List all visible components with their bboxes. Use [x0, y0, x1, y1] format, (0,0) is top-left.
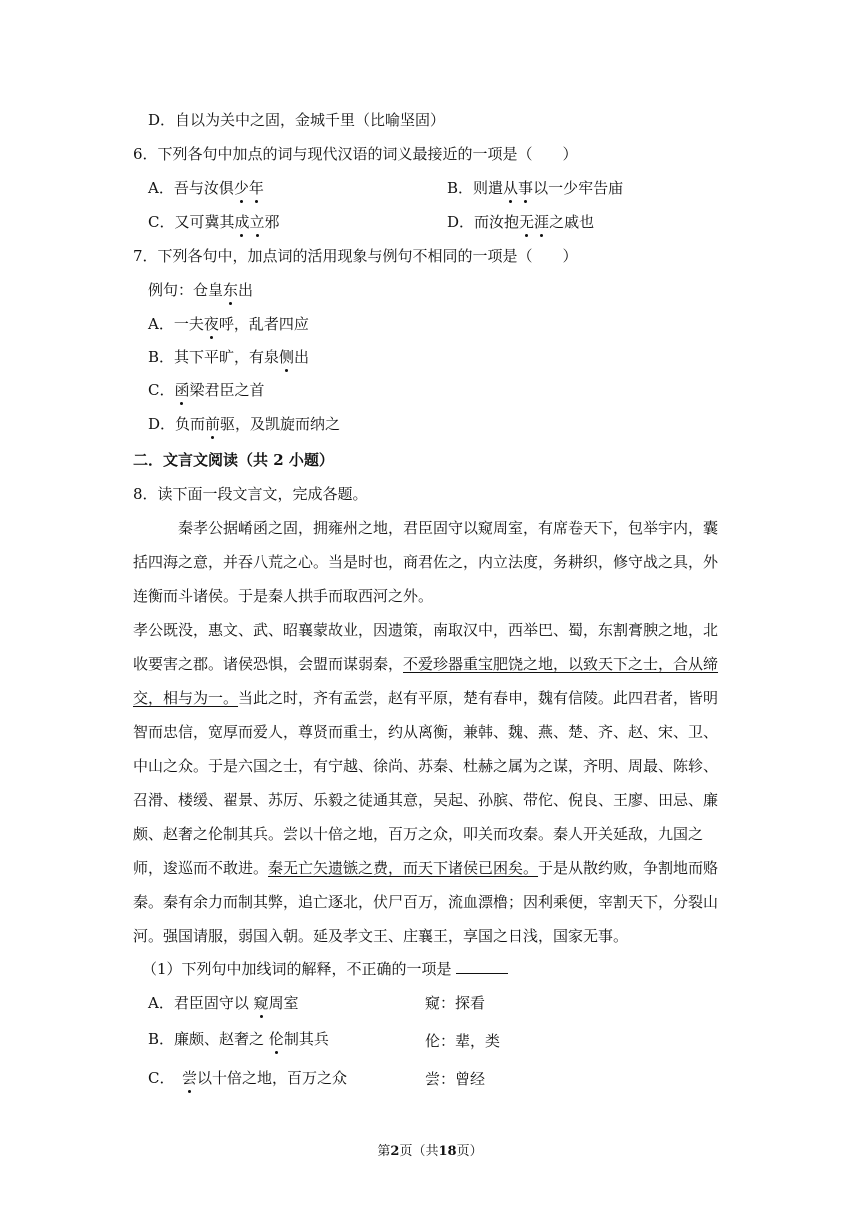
q8-sub1-option-a: A．君臣固守以 窥周室	[148, 994, 299, 1012]
q6-option-c: C．又可冀其成立邪	[148, 213, 280, 231]
answer-blank	[456, 959, 508, 974]
underlined-sentence-1: 不爱珍器重宝肥饶之地，以致天下之士，合从缔交，相与为一。	[133, 655, 719, 707]
q8-sub1-option-c: C． 尝以十倍之地，百万之众	[148, 1069, 348, 1087]
q7-option-c: C．函梁君臣之首	[148, 381, 265, 399]
q7-option-b: B．其下平旷，有泉侧出	[148, 348, 310, 366]
section-heading: 二．文言文阅读（共 2 小题）	[133, 451, 334, 469]
q6-stem: 6．下列各句中加点的词与现代汉语的词义最接近的一项是（ ）	[133, 145, 578, 163]
q6-option-a: A．吾与汝俱少年	[148, 179, 264, 197]
q6-option-d: D．而汝抱无涯之戚也	[447, 213, 595, 231]
underlined-sentence-2: 秦无亡矢遗镞之费，而天下诸侯已困矣。	[268, 859, 539, 877]
q5-option-d: D．自以为关中之固，金城千里（比喻坚固）	[148, 111, 446, 129]
q6-option-b: B．则遣从事以一少牢告庙	[447, 179, 624, 197]
q7-example: 例句：仓皇东出	[148, 281, 254, 299]
passage-paragraph-2: 孝公既没，惠文、武、昭襄蒙故业，因遗策，南取汉中，西举巴、蜀，东割膏腴之地，北收要害之郡。诸侯恐惧，会盟而谋弱秦，不爱珍器重宝肥饶之地，以致天下之士，合从缔交，相与为一。当此之时，齐有孟尝，赵有平原，楚有春申，魏有信陵。此四君者，皆明智而忠信，宽厚而爱人，尊贤而重士，约从离衡，兼韩、魏、燕、楚、齐、赵、宋、卫、中山之众。于是六国之士，有宁越、徐尚、苏秦、杜赫之属为之谋，齐明、周最、陈轸、召滑、楼缓、翟景、苏厉、乐毅之徒通其意，吴起、孙膑、带佗、倪良、王廖、田忌、廉颇、赵奢之伦制其兵。尝以十倍之地，百万之众，叩关而攻秦。秦人开关延敌，九国之师，逡巡而不敢进。秦无亡矢遗镞之费，而天下诸侯已困矣。于是从散约败，争割地而赂秦。秦有余力而制其弊，追亡逐北，伏尸百万，流血漂橹；因利乘便，宰割天下，分裂山河。强国请服，弱国入朝。延及孝文王、庄襄王，享国之日浅，国家无事。	[133, 621, 719, 945]
page-footer: 第2页（共18页）	[377, 1144, 483, 1159]
q8-sub1-option-a-gloss: 窥：探看	[425, 994, 486, 1012]
q8-sub1-option-c-gloss: 尝：曾经	[425, 1070, 486, 1088]
q8-sub1-option-b: B．廉颇、赵奢之 伦制其兵	[148, 1030, 329, 1048]
q8-stem: 8．读下面一段文言文，完成各题。	[133, 485, 368, 503]
q8-sub1-option-b-gloss: 伦：辈，类	[425, 1032, 501, 1050]
q8-sub1-stem: （1）下列句中加线词的解释，不正确的一项是	[142, 959, 508, 979]
passage-paragraph-1: 秦孝公据崤函之固，拥雍州之地，君臣固守以窥周室，有席卷天下，包举宇内，囊括四海之意，并吞八荒之心。当是时也，商君佐之，内立法度，务耕织，修守战之具，外连衡而斗诸侯。于是秦人拱手而取西河之外。	[133, 519, 719, 605]
q7-stem: 7．下列各句中，加点词的活用现象与例句不相同的一项是（ ）	[133, 247, 578, 265]
q7-option-a: A．一夫夜呼，乱者四应	[148, 315, 309, 333]
q7-option-d: D．负而前驱，及凯旋而纳之	[148, 415, 341, 433]
